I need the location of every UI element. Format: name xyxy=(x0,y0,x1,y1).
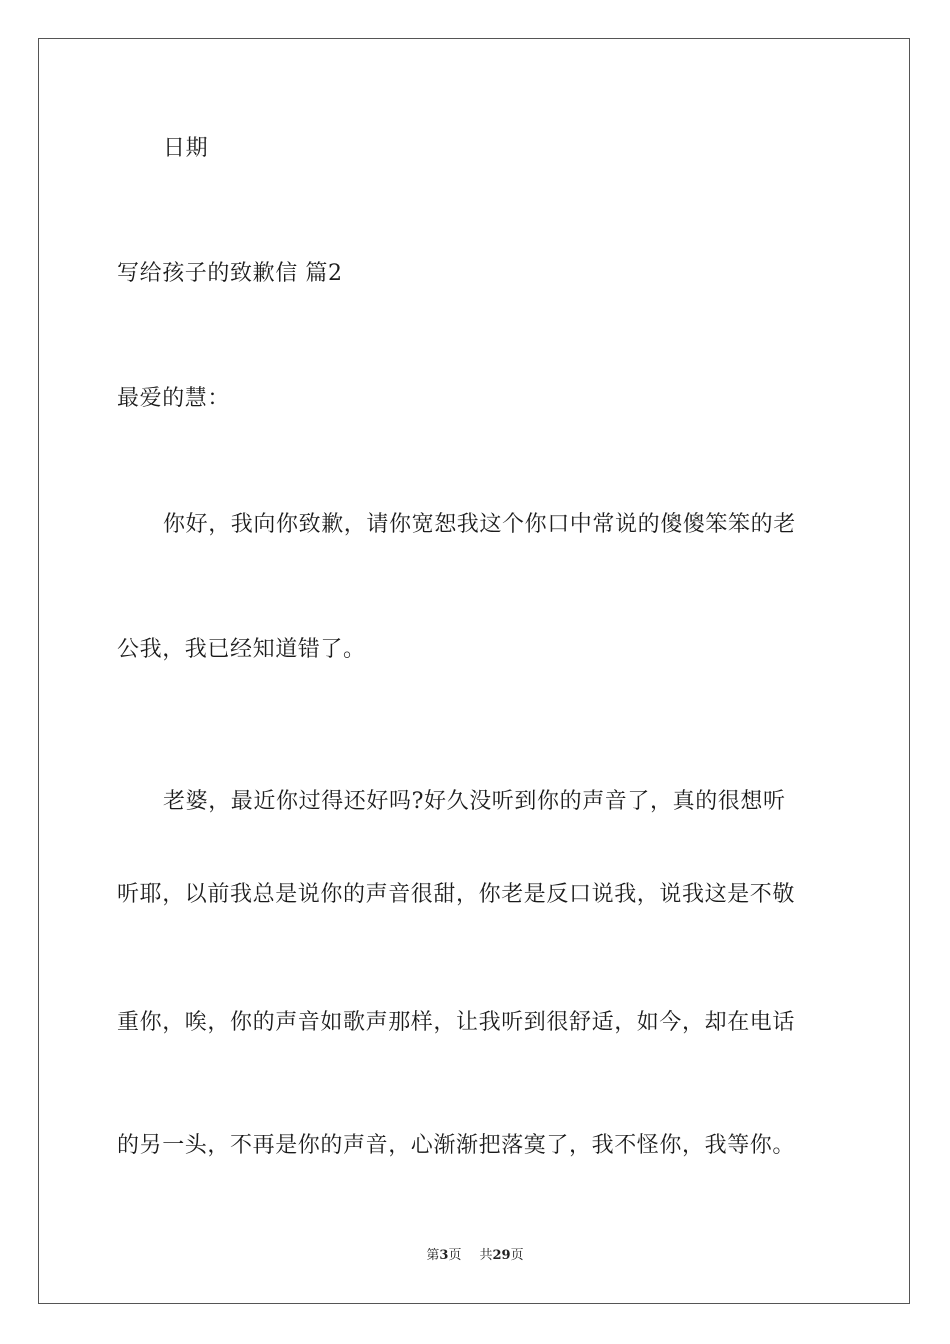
current-page-number: 3 xyxy=(439,1248,449,1263)
paragraph-line: 听耶，以前我总是说你的声音很甜，你老是反口说我，说我这是不敬 xyxy=(117,882,796,907)
paragraph-line: 公我，我已经知道错了。 xyxy=(117,637,366,662)
paragraph-line: 的另一头，不再是你的声音，心渐渐把落寞了，我不怪你，我等你。 xyxy=(117,1133,796,1158)
page-prefix: 第 xyxy=(426,1248,440,1263)
page-footer xyxy=(0,1247,950,1265)
total-suffix: 页 xyxy=(510,1248,524,1263)
paragraph-line: 重你，唉，你的声音如歌声那样，让我听到很舒适，如今，却在电话 xyxy=(117,1010,796,1035)
paragraph-line: 你好，我向你致歉，请你宽恕我这个你口中常说的傻傻笨笨的老 xyxy=(163,512,796,537)
date-label: 日期 xyxy=(163,136,209,161)
page-suffix: 页 xyxy=(448,1248,462,1263)
section-title: 写给孩子的致歉信 篇2 xyxy=(117,261,343,286)
salutation: 最爱的慧： xyxy=(117,386,231,411)
total-prefix: 共 xyxy=(479,1248,493,1263)
paragraph-line: 老婆，最近你过得还好吗?好久没听到你的声音了，真的很想听 xyxy=(163,789,786,814)
total-pages-number: 29 xyxy=(492,1248,511,1263)
page-border xyxy=(38,38,910,1304)
